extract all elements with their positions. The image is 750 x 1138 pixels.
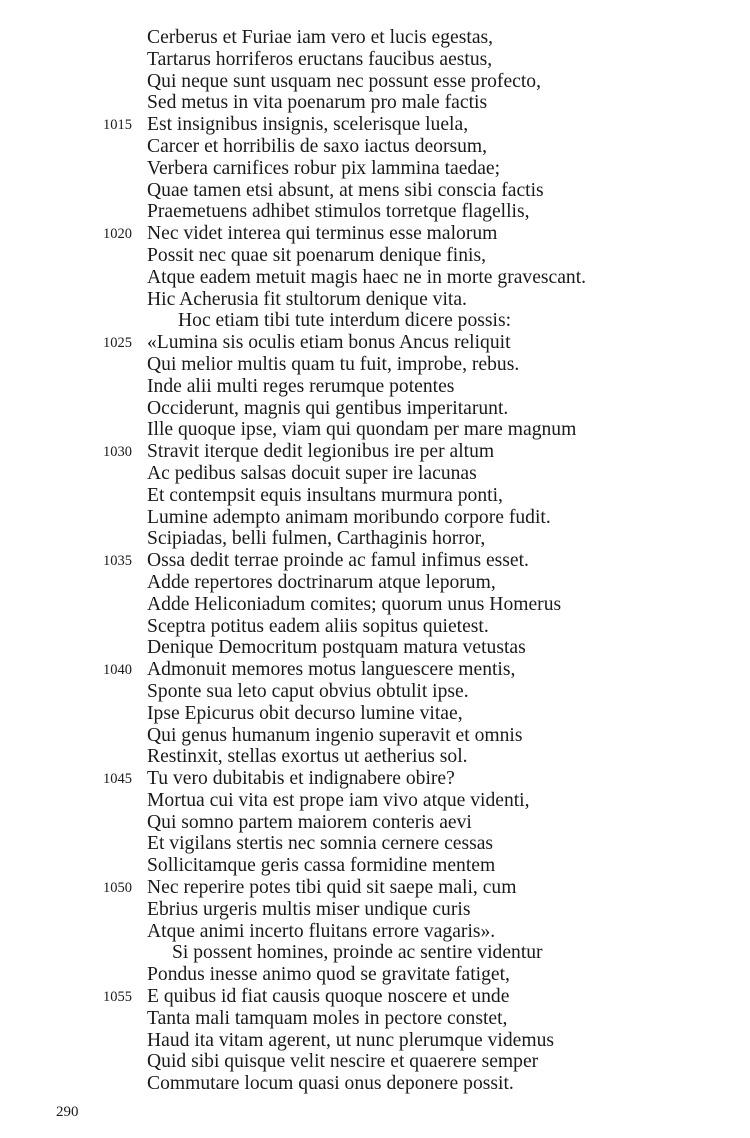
verse-line — [0, 289, 750, 311]
verse-text: Possit nec quae sit poenarum denique finis, — [147, 244, 487, 266]
line-number: 1050 — [103, 880, 132, 897]
verse-text: Occiderunt, magnis qui gentibus imperitarunt. — [147, 397, 509, 419]
verse-line — [0, 158, 750, 180]
verse-line — [0, 49, 750, 71]
verse-text: E quibus id fiat causis quoque noscere et unde — [147, 986, 510, 1008]
verse-text: Et contempsit equis insultans murmura ponti, — [147, 484, 503, 506]
verse-line — [0, 507, 750, 529]
verse-line — [0, 942, 750, 964]
verse-line — [0, 616, 750, 638]
verse-text: Denique Democritum postquam matura vetustas — [147, 637, 526, 659]
verse-text: Tartarus horriferos eructans faucibus aestus, — [147, 48, 493, 70]
verse-line — [0, 921, 750, 943]
verse-text: Est insignibus insignis, scelerisque luela, — [147, 114, 469, 136]
verse-line — [0, 790, 750, 812]
verse-text: Et vigilans stertis nec somnia cernere cessas — [147, 833, 494, 855]
verse-text: Atque animi incerto fluitans errore vagaris». — [147, 920, 496, 942]
verse-line — [0, 136, 750, 158]
verse-line — [0, 419, 750, 441]
verse-line — [0, 812, 750, 834]
verse-line — [0, 485, 750, 507]
verse-line — [0, 659, 750, 681]
verse-text: Ebrius urgeris multis miser undique curis — [147, 898, 471, 920]
verse-line — [0, 114, 750, 136]
verse-line — [0, 27, 750, 49]
verse-line — [0, 376, 750, 398]
verse-line — [0, 223, 750, 245]
verse-text: Carcer et horribilis de saxo iactus deorsum, — [147, 135, 488, 157]
verse-text: Stravit iterque dedit legionibus ire per altum — [147, 441, 495, 463]
verse-line — [0, 463, 750, 485]
verse-text: Qui neque sunt usquam nec possunt esse profecto, — [147, 70, 541, 92]
line-number: 1015 — [103, 117, 132, 134]
line-number: 1055 — [103, 989, 132, 1006]
verse-text: Lumine adempto animam moribundo corpore fudit. — [147, 506, 551, 528]
verse-text: Pondus inesse animo quod se gravitate fatiget, — [147, 964, 510, 986]
line-number: 1035 — [103, 553, 132, 570]
verse-text: Nec videt interea qui terminus esse malorum — [147, 223, 498, 245]
verse-line — [0, 877, 750, 899]
verse-text: Atque eadem metuit magis haec ne in morte gravescant. — [147, 266, 587, 288]
line-number: 1030 — [103, 444, 132, 461]
verse-text: Ipse Epicurus obit decurso lumine vitae, — [147, 702, 463, 724]
verse-line — [0, 550, 750, 572]
verse-text: Qui somno partem maiorem conteris aevi — [147, 811, 472, 833]
verse-text: Ossa dedit terrae proinde ac famul infimus esset. — [147, 550, 529, 572]
verse-text: Restinxit, stellas exortus ut aetherius sol. — [147, 746, 468, 768]
verse-line — [0, 1051, 750, 1073]
verse-text: Tanta mali tamquam moles in pectore constet, — [147, 1007, 508, 1029]
verse-text: Inde alii multi reges rerumque potentes — [147, 375, 455, 397]
verse-line — [0, 310, 750, 332]
verse-text: Si possent homines, proinde ac sentire videntur — [172, 942, 543, 964]
verse-line — [0, 201, 750, 223]
verse-line — [0, 746, 750, 768]
verse-text: Praemetuens adhibet stimulos torretque flagellis, — [147, 201, 530, 223]
verse-line — [0, 180, 750, 202]
verse-text: Sollicitamque geris cassa formidine mentem — [147, 855, 496, 877]
verse-text: Haud ita vitam agerent, ut nunc plerumque videmus — [147, 1029, 555, 1051]
verse-text: Verbera carnifices robur pix lammina taedae; — [147, 157, 501, 179]
verse-text: Cerberus et Furiae iam vero et lucis egestas, — [147, 27, 494, 48]
poem-text — [0, 27, 750, 1095]
verse-line — [0, 1030, 750, 1052]
verse-line — [0, 572, 750, 594]
verse-text: Hoc etiam tibi tute interdum dicere possis: — [178, 310, 512, 332]
line-number: 1045 — [103, 771, 132, 788]
verse-line — [0, 267, 750, 289]
verse-line — [0, 637, 750, 659]
verse-line — [0, 71, 750, 93]
verse-line — [0, 681, 750, 703]
line-number: 1040 — [103, 662, 132, 679]
verse-line — [0, 768, 750, 790]
verse-line — [0, 92, 750, 114]
verse-line — [0, 833, 750, 855]
verse-text: Ille quoque ipse, viam qui quondam per mare magnum — [147, 419, 577, 441]
verse-text: Scipiadas, belli fulmen, Carthaginis horror, — [147, 528, 486, 550]
verse-text: Nec reperire potes tibi quid sit saepe mali, cum — [147, 877, 517, 899]
verse-line — [0, 441, 750, 463]
verse-text: Sed metus in vita poenarum pro male factis — [147, 92, 488, 114]
verse-line — [0, 528, 750, 550]
verse-text: Hic Acherusia fit stultorum denique vita. — [147, 288, 467, 310]
verse-line — [0, 986, 750, 1008]
verse-text: «Lumina sis oculis etiam bonus Ancus reliquit — [147, 332, 511, 354]
verse-line — [0, 332, 750, 354]
verse-text: Mortua cui vita est prope iam vivo atque videnti, — [147, 789, 530, 811]
verse-line — [0, 964, 750, 986]
verse-text: Commutare locum quasi onus deponere possit. — [147, 1073, 514, 1095]
verse-text: Quid sibi quisque velit nescire et quaerere semper — [147, 1051, 539, 1073]
verse-line — [0, 703, 750, 725]
verse-text: Tu vero dubitabis et indignabere obire? — [147, 768, 455, 790]
verse-line — [0, 398, 750, 420]
verse-text: Admonuit memores motus languescere mentis, — [147, 659, 516, 681]
verse-line — [0, 899, 750, 921]
verse-text: Sceptra potitus eadem aliis sopitus quietest. — [147, 615, 489, 637]
verse-text: Quae tamen etsi absunt, at mens sibi conscia factis — [147, 179, 544, 201]
verse-line — [0, 594, 750, 616]
verse-line — [0, 245, 750, 267]
verse-text: Qui genus humanum ingenio superavit et omnis — [147, 724, 523, 746]
verse-line — [0, 354, 750, 376]
line-number: 1020 — [103, 226, 132, 243]
verse-text: Qui melior multis quam tu fuit, improbe, rebus. — [147, 353, 520, 375]
verse-line — [0, 1073, 750, 1095]
verse-text: Adde Heliconiadum comites; quorum unus Homerus — [147, 593, 562, 615]
line-number: 1025 — [103, 335, 132, 352]
verse-text: Adde repertores doctrinarum atque leporum, — [147, 571, 496, 593]
verse-text: Ac pedibus salsas docuit super ire lacunas — [147, 462, 477, 484]
verse-line — [0, 1008, 750, 1030]
verse-line — [0, 725, 750, 747]
verse-line — [0, 855, 750, 877]
page-number: 290 — [56, 1104, 79, 1120]
verse-text: Sponte sua leto caput obvius obtulit ipse. — [147, 680, 469, 702]
